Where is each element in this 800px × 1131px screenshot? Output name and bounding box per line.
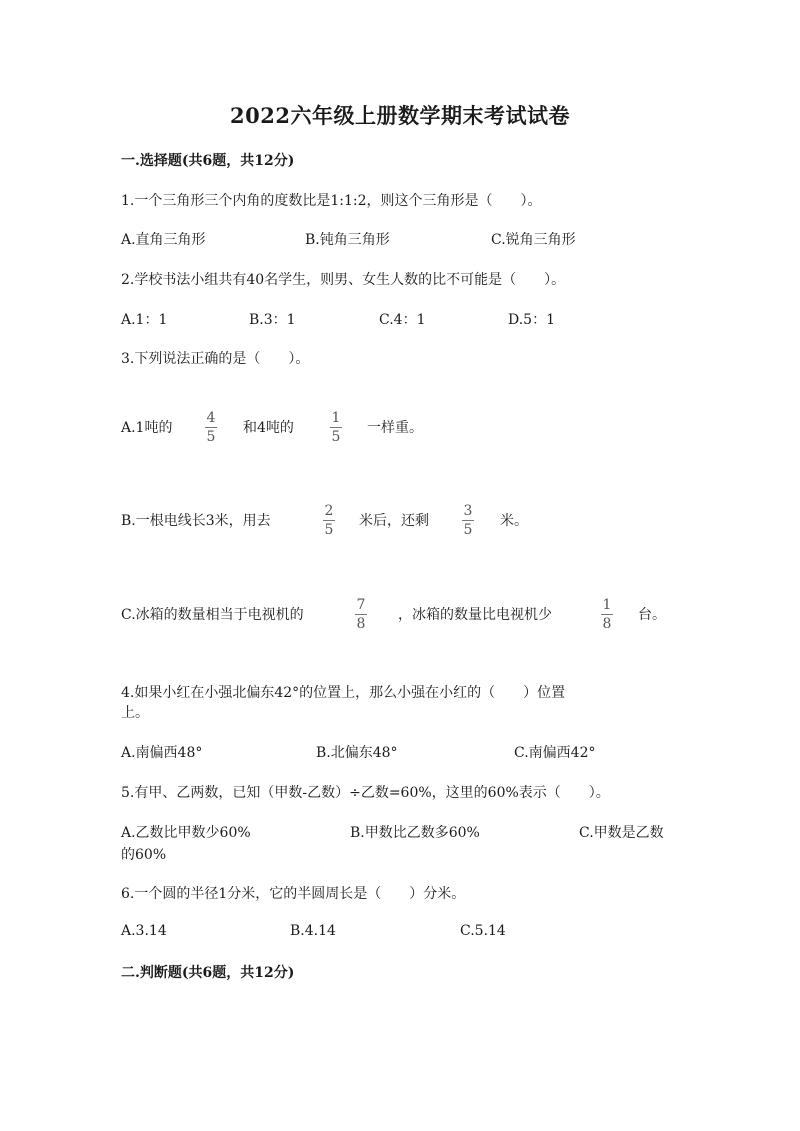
numerator: 4: [206, 410, 216, 426]
denominator: 5: [206, 429, 216, 445]
denominator: 5: [331, 429, 341, 445]
fraction: [596, 597, 618, 632]
question-4-option-c: C.南偏西42°: [514, 745, 596, 761]
question-1-option-c: C.锐角三角形: [491, 232, 576, 248]
question-5-text: 5.有甲、乙两数，已知（甲数-乙数）÷乙数=60%，这里的60%表示（ ）。: [121, 785, 610, 801]
question-2-option-c: C.4：1: [379, 312, 426, 328]
question-4-text-line2: 上。: [121, 705, 149, 721]
numerator: 7: [356, 597, 366, 613]
fraction: [350, 597, 372, 632]
fraction: [318, 503, 340, 538]
question-3-option-b-part3: 米。: [500, 513, 528, 529]
section-heading-choice: 一.选择题(共6题，共12分): [121, 153, 295, 169]
page-title: 2022六年级上册数学期末考试试卷: [230, 103, 570, 128]
fraction: [457, 503, 479, 538]
question-5-option-a: A.乙数比甲数少60%: [121, 825, 251, 841]
question-3-option-a-part3: 一样重。: [367, 420, 423, 436]
question-6-option-b: B.4.14: [290, 923, 336, 939]
denominator: 5: [324, 522, 334, 538]
fraction: [325, 410, 347, 445]
question-6-option-c: C.5.14: [460, 923, 506, 939]
question-5-option-b: B.甲数比乙数多60%: [350, 825, 480, 841]
question-5-option-c: C.甲数是乙数: [579, 825, 664, 841]
question-2-option-b: B.3：1: [249, 312, 296, 328]
question-3-option-c-part2: ，冰箱的数量比电视机少: [398, 607, 552, 623]
question-6-option-a: A.3.14: [121, 923, 167, 939]
denominator: 8: [602, 616, 612, 632]
question-1-option-a: A.直角三角形: [121, 232, 206, 248]
numerator: 3: [463, 503, 473, 519]
question-3-option-a-part1: A.1吨的: [121, 420, 173, 436]
question-4-option-a: A.南偏西48°: [121, 745, 203, 761]
question-1-text: 1.一个三角形三个内角的度数比是1:1:2，则这个三角形是（ ）。: [121, 193, 542, 209]
question-3-option-a-part2: 和4吨的: [243, 420, 294, 436]
question-4-text-line1: 4.如果小红在小强北偏东42°的位置上，那么小强在小红的（ ）位置: [121, 685, 566, 701]
numerator: 1: [602, 597, 612, 613]
question-2-text: 2.学校书法小组共有40名学生，则男、女生人数的比不可能是（ ）。: [121, 272, 566, 288]
question-3-text: 3.下列说法正确的是（ ）。: [121, 351, 310, 367]
fraction: [200, 410, 222, 445]
question-6-text: 6.一个圆的半径1分米，它的半圆周长是（ ）分米。: [121, 886, 466, 902]
question-3-option-b-part2: 米后，还剩: [359, 513, 429, 529]
denominator: 8: [356, 616, 366, 632]
question-3-option-c-part3: 台。: [638, 607, 666, 623]
question-2-option-a: A.1：1: [121, 312, 168, 328]
question-3-option-b-part1: B.一根电线长3米，用去: [121, 513, 271, 529]
numerator: 2: [324, 503, 334, 519]
question-1-option-b: B.钝角三角形: [305, 232, 390, 248]
denominator: 5: [463, 522, 473, 538]
question-4-option-b: B.北偏东48°: [316, 745, 398, 761]
question-2-option-d: D.5：1: [508, 312, 555, 328]
section-heading-judgement: 二.判断题(共6题，共12分): [121, 965, 295, 981]
question-5-option-c-wrap: 的60%: [121, 847, 167, 863]
numerator: 1: [331, 410, 341, 426]
question-3-option-c-part1: C.冰箱的数量相当于电视机的: [121, 607, 304, 623]
